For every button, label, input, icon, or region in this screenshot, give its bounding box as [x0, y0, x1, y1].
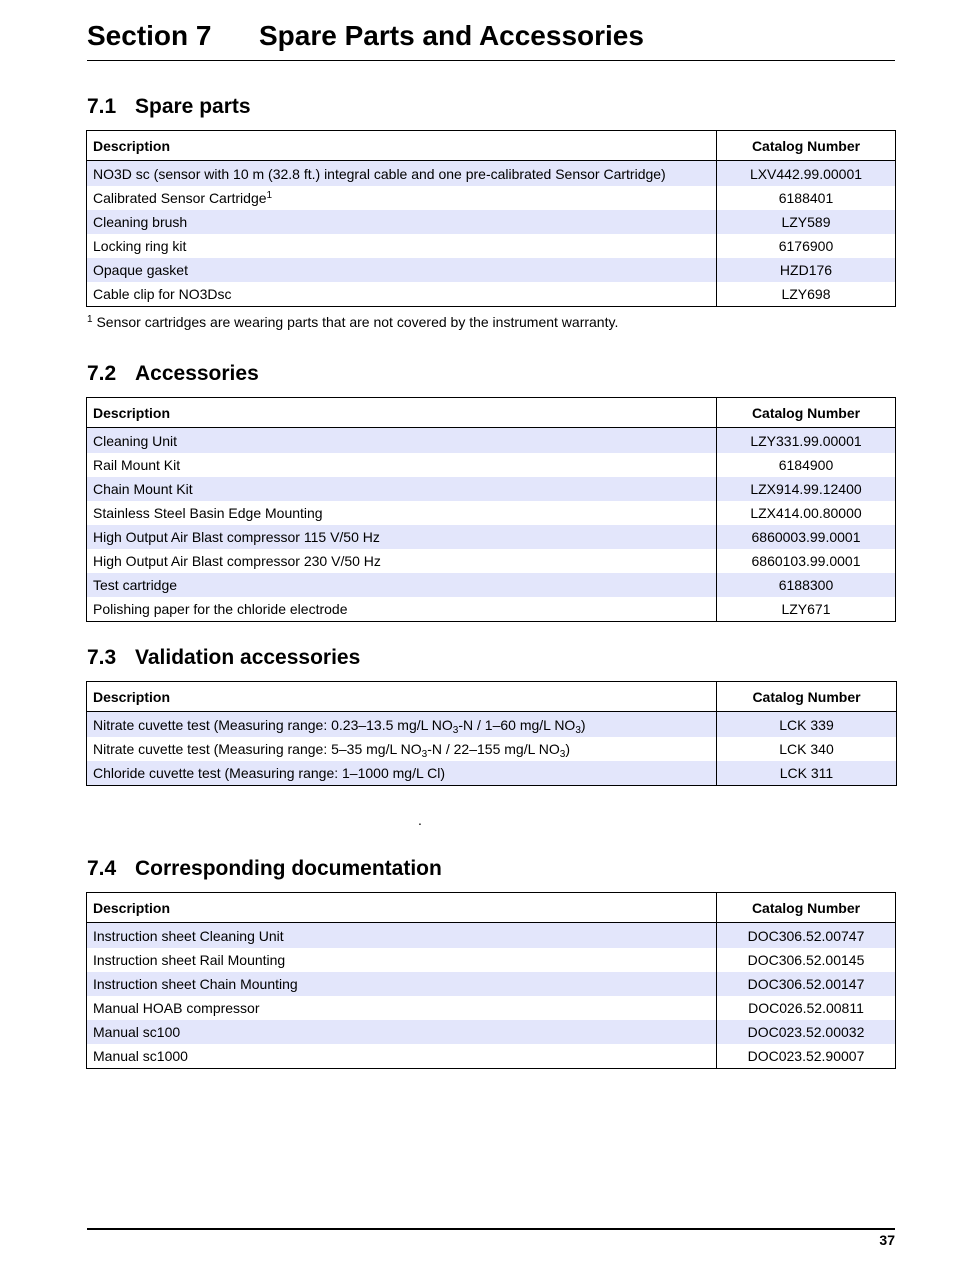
description-cell [87, 712, 717, 738]
catalog-cell: 6860003.99.0001 [717, 525, 896, 549]
description-text: ) [565, 741, 570, 757]
heading-text: Corresponding documentation [135, 857, 442, 880]
footnote-mark: 1 [87, 314, 93, 325]
catalog-cell: DOC026.52.00811 [717, 996, 896, 1020]
description-text: Calibrated Sensor Cartridge [93, 190, 267, 206]
description-cell: Cable clip for NO3Dsc [87, 282, 717, 307]
catalog-cell: 6188401 [717, 186, 896, 210]
catalog-cell: LXV442.99.00001 [717, 161, 896, 187]
heading-spare-parts [87, 95, 251, 119]
description-cell: Rail Mount Kit [87, 453, 717, 477]
description-text: -N / 22–155 mg/L NO [427, 741, 560, 757]
heading-text: Spare parts [135, 95, 251, 118]
subscript: 3 [559, 749, 566, 760]
description-cell: Chloride cuvette test (Measuring range: 1–1000 mg/L Cl) [87, 761, 717, 786]
spare-parts-table [86, 130, 896, 307]
table-row [87, 453, 896, 477]
table-row [87, 948, 896, 972]
table-row [87, 234, 896, 258]
heading-validation-accessories [87, 646, 360, 670]
table-row [87, 712, 897, 738]
catalog-cell: 6176900 [717, 234, 896, 258]
description-cell [87, 737, 717, 761]
footnote [87, 314, 618, 330]
table-header-row [87, 893, 896, 923]
catalog-cell: LZY698 [717, 282, 896, 307]
catalog-cell: 6188300 [717, 573, 896, 597]
catalog-cell: LZX414.00.80000 [717, 501, 896, 525]
description-text: -N / 1–60 mg/L NO [458, 717, 576, 733]
col-description-header: Description [87, 893, 717, 923]
description-cell [87, 186, 717, 210]
description-cell: NO3D sc (sensor with 10 m (32.8 ft.) integral cable and one pre-calibrated Sensor Cartridge) [87, 161, 717, 187]
table-row [87, 737, 897, 761]
heading-text: Accessories [135, 362, 259, 385]
table-row [87, 923, 896, 949]
heading-number: 7.4 [87, 857, 117, 880]
table-row [87, 573, 896, 597]
catalog-cell: DOC023.52.90007 [717, 1044, 896, 1069]
footnote-ref: 1 [266, 190, 273, 201]
col-description-header: Description [87, 398, 717, 428]
catalog-cell: LCK 340 [717, 737, 897, 761]
description-cell: Cleaning brush [87, 210, 717, 234]
description-cell: Chain Mount Kit [87, 477, 717, 501]
description-cell: Manual sc1000 [87, 1044, 717, 1069]
subscript: 3 [452, 725, 459, 736]
table-row [87, 161, 896, 187]
table-header-row [87, 682, 897, 712]
catalog-cell: LZY671 [717, 597, 896, 622]
subscript: 3 [575, 725, 581, 736]
table-row [87, 597, 896, 622]
col-catalog-header: Catalog Number [717, 131, 896, 161]
col-description-header: Description [87, 682, 717, 712]
heading-text: Validation accessories [135, 646, 361, 669]
description-text: ) [580, 717, 586, 733]
catalog-cell: HZD176 [717, 258, 896, 282]
table-row [87, 186, 896, 210]
table-row [87, 761, 897, 786]
table-row [87, 477, 896, 501]
page-header [87, 20, 895, 61]
table-row [87, 428, 896, 454]
heading-accessories [87, 362, 259, 386]
footer-rule [87, 1228, 895, 1230]
description-text: Nitrate cuvette test (Measuring range: 0.23–13.5 mg/L NO [93, 717, 453, 733]
description-cell: Cleaning Unit [87, 428, 717, 454]
table-row [87, 282, 896, 307]
table-row [87, 258, 896, 282]
description-cell: Test cartridge [87, 573, 717, 597]
description-cell: Locking ring kit [87, 234, 717, 258]
catalog-cell: DOC306.52.00747 [717, 923, 896, 949]
table-row [87, 501, 896, 525]
col-catalog-header: Catalog Number [717, 398, 896, 428]
section-number: Section 7 [87, 20, 212, 51]
subscript: 3 [421, 749, 428, 760]
heading-number: 7.2 [87, 362, 117, 385]
table-row [87, 996, 896, 1020]
col-description-header: Description [87, 131, 717, 161]
description-cell: Polishing paper for the chloride electrode [87, 597, 717, 622]
page-number: 37 [879, 1232, 895, 1248]
col-catalog-header: Catalog Number [717, 893, 896, 923]
description-cell: High Output Air Blast compressor 115 V/50 Hz [87, 525, 717, 549]
catalog-cell: LCK 339 [717, 712, 897, 738]
table-row [87, 1020, 896, 1044]
catalog-cell: LZY331.99.00001 [717, 428, 896, 454]
col-catalog-header: Catalog Number [717, 682, 897, 712]
table-row [87, 972, 896, 996]
description-cell: Opaque gasket [87, 258, 717, 282]
catalog-cell: 6860103.99.0001 [717, 549, 896, 573]
catalog-cell: DOC306.52.00147 [717, 972, 896, 996]
description-cell: High Output Air Blast compressor 230 V/50 Hz [87, 549, 717, 573]
table-row [87, 1044, 896, 1069]
catalog-cell: DOC023.52.00032 [717, 1020, 896, 1044]
description-cell: Manual HOAB compressor [87, 996, 717, 1020]
heading-number: 7.1 [87, 95, 117, 118]
catalog-cell: LZY589 [717, 210, 896, 234]
catalog-cell: 6184900 [717, 453, 896, 477]
description-text: Nitrate cuvette test (Measuring range: 5–35 mg/L NO [93, 741, 422, 757]
catalog-cell: LCK 311 [717, 761, 897, 786]
footnote-text: Sensor cartridges are wearing parts that are not covered by the instrument warranty. [96, 314, 619, 330]
stray-period: . [418, 812, 422, 828]
catalog-cell: LZX914.99.12400 [717, 477, 896, 501]
description-cell: Instruction sheet Chain Mounting [87, 972, 717, 996]
description-cell: Stainless Steel Basin Edge Mounting [87, 501, 717, 525]
description-cell: Instruction sheet Rail Mounting [87, 948, 717, 972]
description-cell: Instruction sheet Cleaning Unit [87, 923, 717, 949]
table-row [87, 210, 896, 234]
heading-corresponding-documentation [87, 857, 442, 881]
section-name: Spare Parts and Accessories [259, 20, 644, 51]
table-row [87, 549, 896, 573]
catalog-cell: DOC306.52.00145 [717, 948, 896, 972]
accessories-table [86, 397, 896, 622]
description-cell: Manual sc100 [87, 1020, 717, 1044]
validation-table [86, 681, 897, 786]
documentation-table [86, 892, 896, 1069]
heading-number: 7.3 [87, 646, 117, 669]
table-header-row [87, 398, 896, 428]
table-header-row [87, 131, 896, 161]
section-title [87, 20, 895, 61]
table-row [87, 525, 896, 549]
